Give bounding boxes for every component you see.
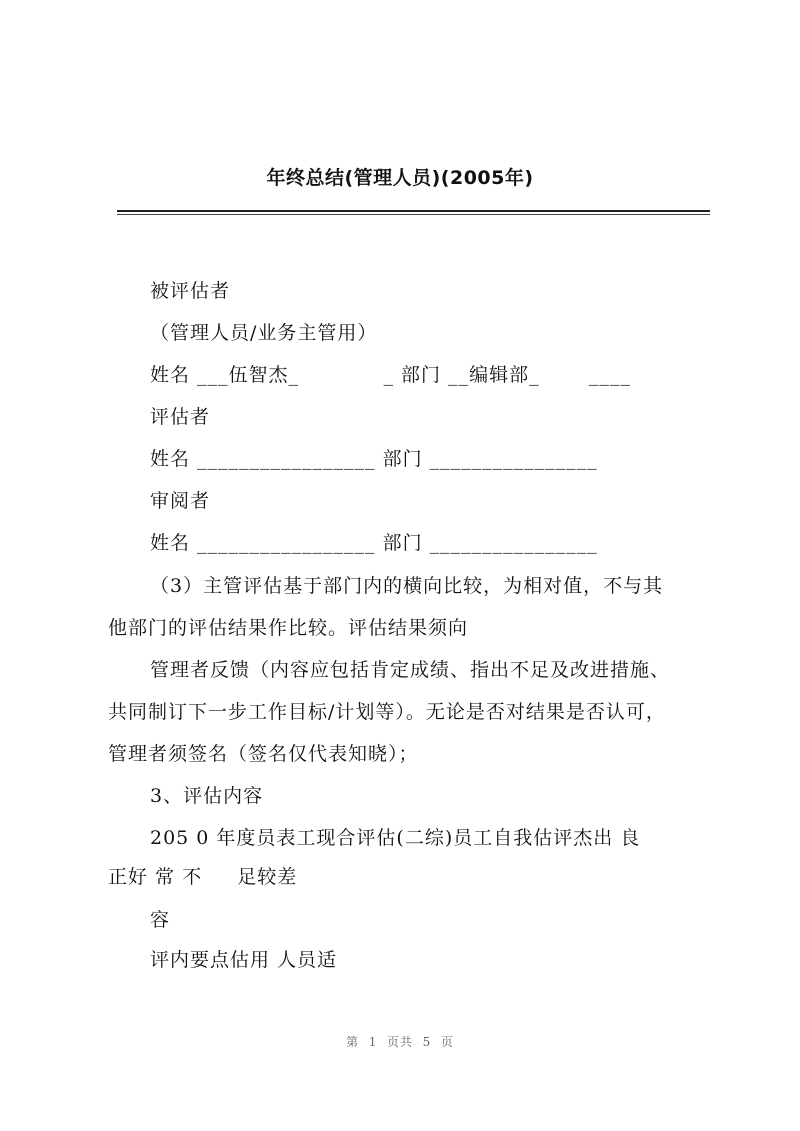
table-text-line: 容 — [150, 909, 171, 931]
paragraph-line: 管理者反馈（内容应包括肯定成绩、指出不足及改进措施、 — [150, 659, 671, 681]
evaluatee-name-dept: 姓名 ___伍智杰_ _ 部门 __编辑部_ ____ — [150, 364, 631, 386]
section-heading: 3、评估内容 — [150, 785, 264, 807]
evaluator-name-dept: 姓名 _________________ 部门 ________________ — [150, 448, 598, 470]
reviewer-heading: 审阅者 — [150, 490, 211, 512]
table-text-line: 205 0 年度员表工现合评估(二综)员工自我估评杰出 良 — [150, 827, 641, 849]
paragraph-line: 管理者须签名（签名仅代表知晓）； — [108, 743, 419, 765]
document-title: 年终总结(管理人员)(2005年) — [266, 167, 534, 189]
title-divider-thin — [117, 214, 710, 215]
page-footer: 第 1 页共 5 页 — [346, 1035, 454, 1049]
paragraph-line: （3）主管评估基于部门内的横向比较，为相对值，不与其 — [150, 575, 664, 597]
evaluatee-heading: 被评估者 — [150, 280, 231, 302]
paragraph-line: 他部门的评估结果作比较。评估结果须向 — [108, 617, 469, 639]
table-text-line: 正好 常 不 足较差 — [108, 866, 298, 888]
reviewer-name-dept: 姓名 _________________ 部门 ________________ — [150, 532, 598, 554]
evaluatee-role: （管理人员/业务主管用） — [150, 322, 378, 344]
table-text-line: 评内要点估用 人员适 — [150, 949, 338, 971]
paragraph-line: 共同制订下一步工作目标/计划等）。无论是否对结果是否认可， — [108, 701, 666, 723]
title-divider — [117, 210, 710, 212]
evaluator-heading: 评估者 — [150, 406, 211, 428]
